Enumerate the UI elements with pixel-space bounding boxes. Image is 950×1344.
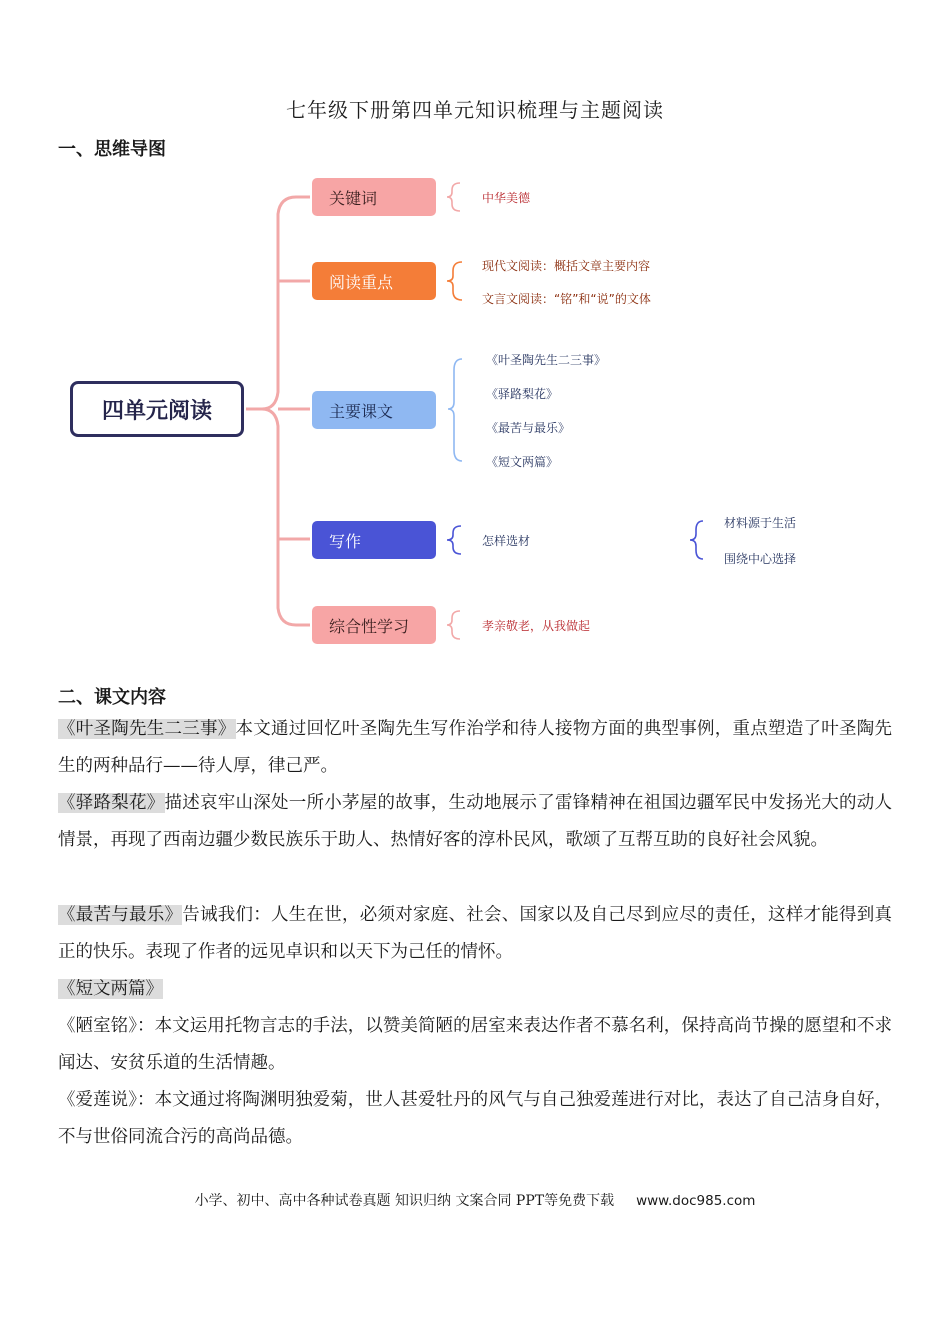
leaf-text-3: 《最苦与最乐》 <box>486 421 571 435</box>
entry-text: 告诫我们：人生在世，必须对家庭、社会、国家以及自己尽到应尽的责任，这样才能得到真正的快乐。表现了作者的远见卓识和以天下为己任的情怀。 <box>58 905 892 962</box>
node-texts: 主要课文 <box>312 391 436 429</box>
brace-comprehensive <box>447 611 460 639</box>
node-writing: 写作 <box>312 521 436 559</box>
mindmap-root: 四单元阅读 <box>70 381 244 437</box>
brace-writing <box>447 526 461 554</box>
section-heading-mindmap: 一、思维导图 <box>58 139 166 160</box>
subentry-title: 《陋室铭》： <box>58 1016 155 1036</box>
entry-duanwen-liangpian <box>58 971 892 1008</box>
node-comprehensive: 综合性学习 <box>312 606 436 644</box>
page-title: 七年级下册第四单元知识梳理与主题阅读 <box>286 98 664 122</box>
entry-text: 本文通过回忆叶圣陶先生写作治学和待人接物方面的典型事例，重点塑造了叶圣陶先生的两种品行——待人厚，律己严。 <box>58 719 892 776</box>
node-focus: 阅读重点 <box>312 262 436 300</box>
subentry-text: 本文通过将陶渊明独爱菊，世人甚爱牡丹的风气与自己独爱莲进行对比，表达了自己洁身自好，不与世俗同流合污的高尚品德。 <box>58 1090 893 1147</box>
branch-trunk-lower <box>262 409 310 625</box>
entry-title: 《驿路梨花》 <box>58 793 165 813</box>
brace-writing-sub <box>690 521 703 559</box>
brace-keyword <box>447 183 460 211</box>
footer-url[interactable]: www.doc985.com <box>636 1193 756 1209</box>
subentry-text: 本文运用托物言志的手法，以赞美简陋的居室来表达作者不慕名利，保持高尚节操的愿望和不求闻达、安贫乐道的生活情趣。 <box>58 1016 893 1073</box>
leaf-text-1: 《叶圣陶先生二三事》 <box>486 353 607 367</box>
entry-title: 《叶圣陶先生二三事》 <box>58 719 236 739</box>
entry-yilu-lihua <box>58 785 892 859</box>
leaf-focus-1: 现代文阅读：概括文章主要内容 <box>482 259 651 273</box>
node-keyword: 关键词 <box>312 178 436 216</box>
brace-focus <box>447 262 462 300</box>
entry-title: 《短文两篇》 <box>58 979 163 999</box>
subentry-title: 《爱莲说》： <box>58 1090 155 1110</box>
entry-ye-shengtao <box>58 711 892 785</box>
leaf-text-4: 《短文两篇》 <box>486 455 559 469</box>
entry-text: 描述哀牢山深处一所小茅屋的故事，生动地展示了雷锋精神在祖国边疆军民中发扬光大的动人情景，再现了西南边疆少数民族乐于助人、热情好客的淳朴民风，歌颂了互帮互助的良好社会风貌。 <box>58 793 892 850</box>
leaf-writing-sub-1: 材料源于生活 <box>724 516 797 530</box>
subentry-loushiming <box>58 1008 892 1082</box>
section-heading-texts: 二、课文内容 <box>58 687 166 708</box>
entry-zuiku-zuile <box>58 897 892 971</box>
leaf-keyword: 中华美德 <box>482 191 531 205</box>
leaf-writing-sub-2: 围绕中心选择 <box>724 552 797 566</box>
leaf-writing: 怎样选材 <box>482 534 531 548</box>
brace-texts <box>448 359 462 461</box>
footer <box>0 1190 950 1210</box>
leaf-comprehensive: 孝亲敬老，从我做起 <box>482 619 591 633</box>
entry-title: 《最苦与最乐》 <box>58 905 183 925</box>
branch-trunk <box>262 197 310 409</box>
leaf-text-2: 《驿路梨花》 <box>486 387 559 401</box>
footer-text: 小学、初中、高中各种试卷真题 知识归纳 文案合同 PPT等免费下载 <box>194 1193 615 1209</box>
subentry-ailianshuo <box>58 1082 892 1156</box>
leaf-focus-2: 文言文阅读：“铭”和“说”的文体 <box>482 292 651 306</box>
